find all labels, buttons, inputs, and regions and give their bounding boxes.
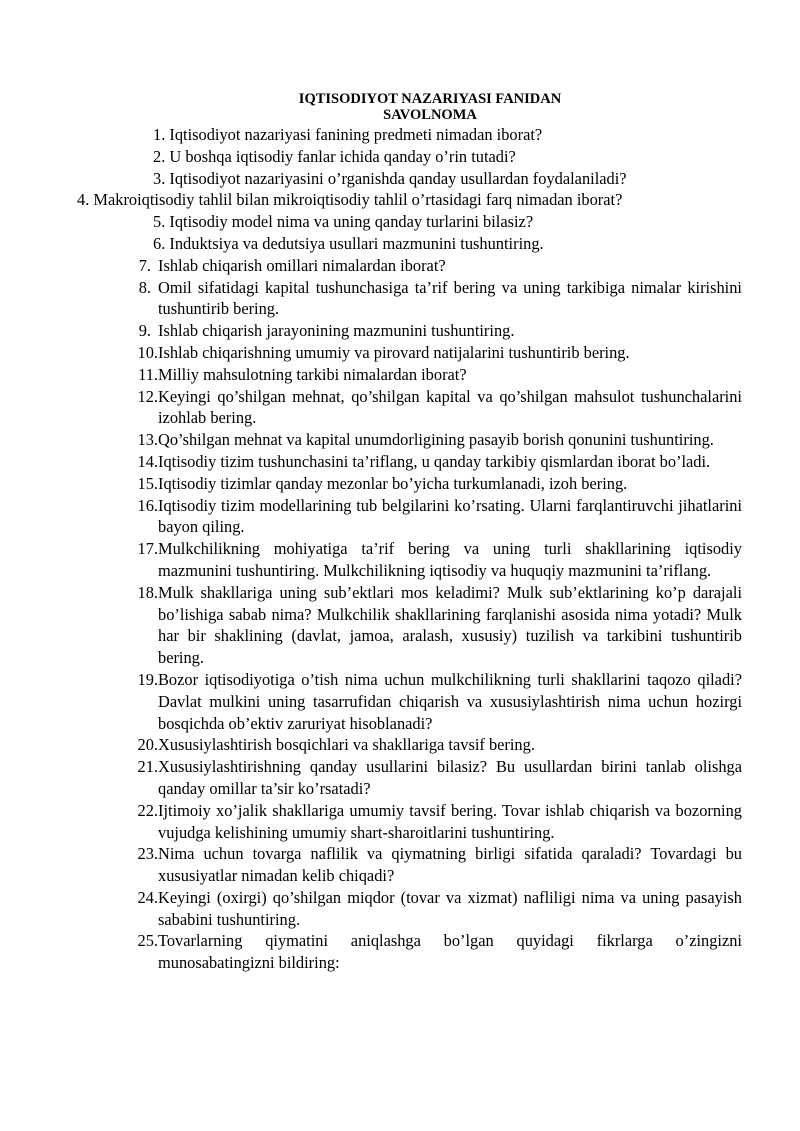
question-number: 12. (137, 386, 158, 406)
question-2 (153, 146, 742, 168)
question-20 (137, 734, 742, 756)
question-text: Tovarlarning qiymatini aniqlashga bo’lgan quyidagi fikrlarga o’zingizni munosabatingizni bildiring: (158, 931, 742, 973)
question-text: Qo’shilgan mehnat va kapital unumdorligining pasayib borish qonunini tushuntiring. (158, 430, 714, 450)
question-number: 5. (153, 212, 166, 232)
question-text: Ishlab chiqarish jarayonining mazmunini tushuntiring. (158, 321, 515, 341)
question-18 (137, 582, 742, 669)
question-number: 2. (153, 146, 166, 166)
question-number: 3. (153, 168, 166, 188)
question-text: U boshqa iqtisodiy fanlar ichida qanday o’rin tutadi? (169, 146, 516, 166)
question-23 (137, 843, 742, 887)
question-text: Iqtisodiyot nazariyasi fanining predmeti nimadan iborat? (169, 125, 543, 144)
question-text: Xususiylashtirishning qanday usullarini bilasiz? Bu usullardan birini tanlab olishga qanday omillar ta’sir ko’rsatadi? (158, 757, 742, 798)
question-number: 24. (137, 887, 158, 907)
question-text: Iqtisodiy tizim tushunchasini ta’riflang, u qanday tarkibiy qismlardan iborat bo’ladi. (158, 451, 711, 471)
question-number: 11. (138, 364, 158, 384)
document-subtitle: SAVOLNOMA (383, 107, 477, 123)
question-text: Makroiqtisodiy tahlil bilan mikroiqtisodiy tahlil o’rtasidagi farq nimadan iborat? (93, 190, 623, 210)
question-7 (138, 255, 742, 277)
question-text: Keyingi qo’shilgan mehnat, qo’shilgan kapital va qo’shilgan mahsulot tushunchalarini izohlab bering. (158, 386, 742, 428)
question-number: 8. (138, 277, 151, 297)
question-number: 19. (137, 669, 158, 689)
question-9 (138, 320, 742, 342)
question-25 (137, 930, 742, 974)
question-number: 16. (137, 495, 158, 515)
question-text: Mulk shakllariga uning sub’ektlari mos keladimi? Mulk sub’ektlarining ko’p darajali bo’lishiga sabab nima? Mulkchilik shakllarining farqlanishi asosida nima yotadi? Mulk har bir shaklining (davlat, jamoa, aralash, xususiy) tuzilish va tarkibini tushuntirib bering. (158, 582, 742, 668)
question-number: 18. (137, 582, 158, 602)
question-number: 6. (153, 233, 166, 253)
question-text: Bozor iqtisodiyotiga o’tish nima uchun mulkchilikning turli shakllarini taqozo qiladi? Davlat mulkini uning tasarrufidan chiqarish va xususiylashtirish nima uchun hozirgi bosqichda ob’ektiv zaruriyat hisoblanadi? (158, 669, 742, 733)
question-text: Iqtisodiy model nima va uning qanday turlarini bilasiz? (169, 212, 534, 232)
question-number: 17. (137, 539, 158, 559)
question-text: Mulkchilikning mohiyatiga ta’rif bering va uning turli shakllarining iqtisodiy mazmunini tushuntiring. Mulkchilikning iqtisodiy va huquqiy mazmunini ta’riflang. (158, 539, 742, 580)
question-number: 14. (137, 451, 158, 471)
question-5 (153, 211, 742, 233)
question-16 (137, 495, 742, 539)
question-text: Keyingi (oxirgi) qo’shilgan miqdor (tovar va xizmat) nafliligi nima va uning pasayish sababini tushuntiring. (158, 887, 742, 929)
document-title: IQTISODIYOT NAZARIYASI FANIDAN (298, 91, 562, 107)
question-list (0, 124, 800, 974)
question-22 (137, 800, 742, 844)
question-10 (137, 342, 742, 364)
question-number: 23. (137, 844, 158, 864)
question-17 (137, 538, 742, 582)
question-4 (77, 189, 742, 211)
question-number: 10. (137, 342, 158, 362)
question-text: Xususiylashtirish bosqichlari va shakllariga tavsif bering. (158, 735, 535, 755)
question-text: Iqtisodiy tizim modellarining tub belgilarini ko’rsating. Ularni farqlantiruvchi jihatlarini bayon qiling. (158, 495, 742, 537)
question-number: 25. (137, 931, 158, 951)
question-text: Ishlab chiqarish omillari nimalardan iborat? (158, 255, 446, 275)
question-text: Ijtimoiy xo’jalik shakllariga umumiy tavsif bering. Tovar ishlab chiqarish va bozorning vujudga kelishining umumiy shart-sharoitlarini tushuntiring. (158, 800, 742, 842)
question-6 (153, 233, 742, 255)
question-13 (137, 429, 742, 451)
question-number: 20. (137, 735, 158, 755)
question-text: Induktsiya va dedutsiya usullari mazmunini tushuntiring. (169, 233, 544, 253)
question-21 (137, 756, 742, 800)
question-text: Nima uchun tovarga naflilik va qiymatning birligi sifatida qaraladi? Tovardagi bu xususiyatlar nimadan kelib chiqadi? (158, 844, 742, 886)
question-3 (153, 168, 742, 190)
question-number: 9. (138, 321, 151, 341)
question-number: 13. (137, 430, 158, 450)
question-number: 7. (138, 255, 151, 275)
question-number: 4. (77, 190, 90, 210)
question-14 (137, 451, 742, 473)
question-number: 1. (153, 125, 166, 144)
question-number: 21. (137, 757, 158, 777)
question-15 (137, 473, 742, 495)
question-8 (138, 277, 742, 321)
question-text: Iqtisodiyot nazariyasini o’rganishda qanday usullardan foydalaniladi? (169, 168, 627, 188)
question-number: 15. (137, 473, 158, 493)
question-11 (138, 364, 742, 386)
question-text: Ishlab chiqarishning umumiy va pirovard natijalarini tushuntirib bering. (158, 342, 630, 362)
question-24 (137, 887, 742, 931)
question-19 (137, 669, 742, 734)
question-1 (153, 124, 742, 146)
question-12 (137, 386, 742, 430)
question-text: Iqtisodiy tizimlar qanday mezonlar bo’yicha turkumlanadi, izoh bering. (158, 473, 628, 493)
question-number: 22. (137, 800, 158, 820)
question-text: Milliy mahsulotning tarkibi nimalardan iborat? (158, 364, 467, 384)
question-text: Omil sifatidagi kapital tushunchasiga ta’rif bering va uning tarkibiga nimalar kirishini tushuntirib bering. (158, 277, 742, 319)
